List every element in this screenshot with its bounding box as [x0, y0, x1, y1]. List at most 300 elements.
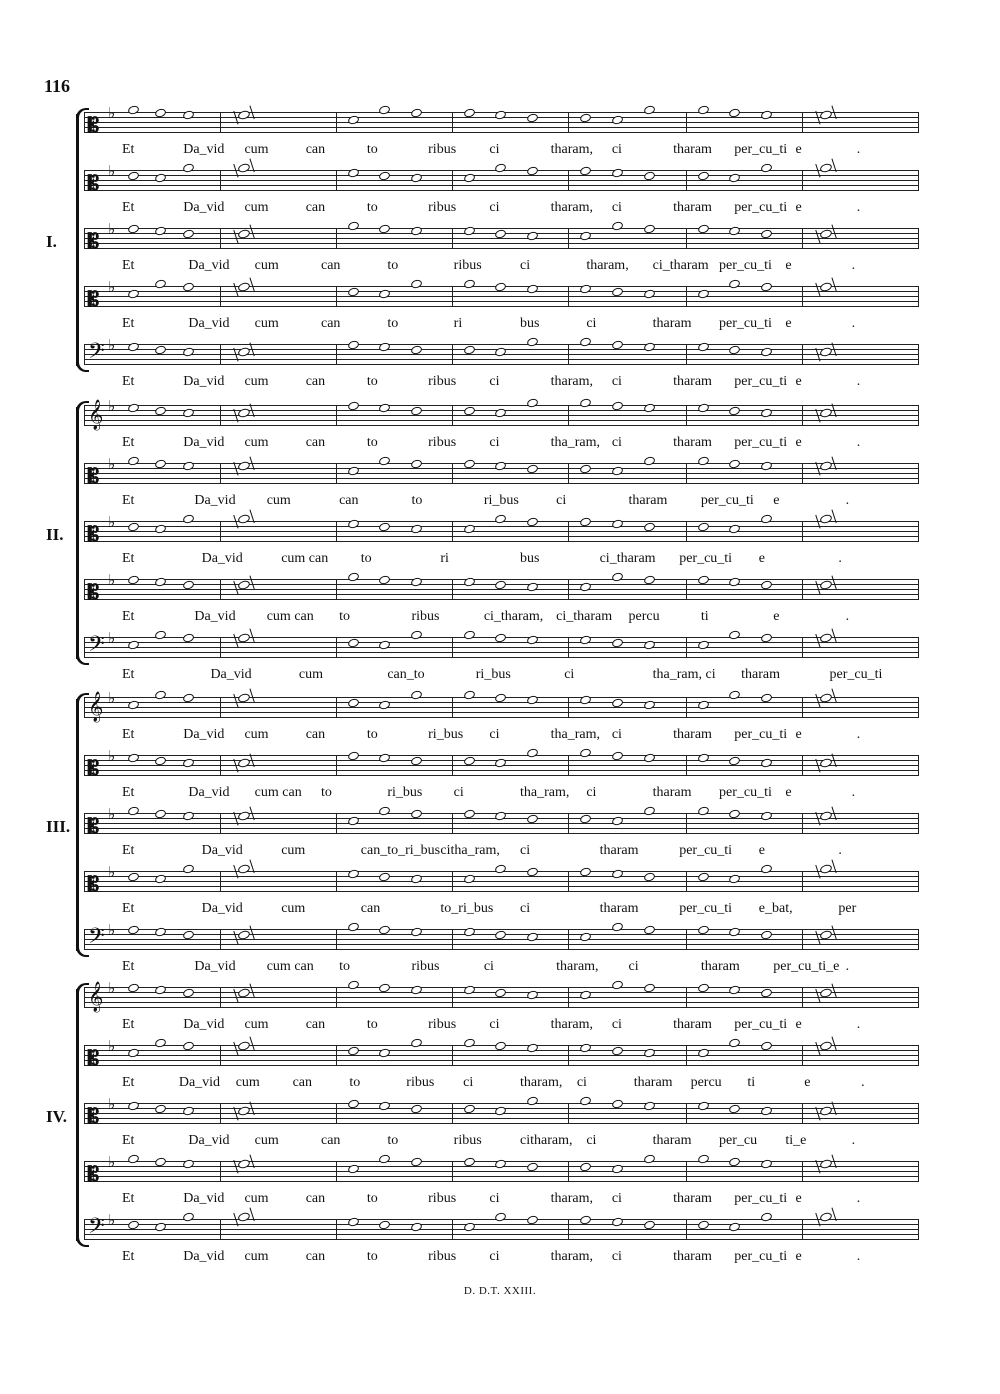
lyric-syllable: per	[838, 901, 857, 916]
staff-line	[84, 1239, 918, 1240]
lyric-syllable: cum	[254, 316, 279, 331]
choir-label: III.	[46, 817, 71, 836]
lyric-syllable: e	[785, 785, 792, 800]
lyric-syllable: ribus	[453, 258, 482, 273]
whole-note-icon	[697, 805, 710, 816]
barline	[686, 228, 687, 249]
whole-note-icon	[526, 336, 539, 347]
staff-line	[84, 828, 918, 829]
lyric-syllable: tharam	[652, 785, 692, 800]
lyric-syllable: Da_vid	[183, 1249, 225, 1264]
staff-line	[84, 1065, 918, 1066]
lyric-syllable: Et	[122, 435, 135, 450]
lyric-syllable: Da_vid	[183, 374, 225, 389]
lyric-syllable: ci	[611, 727, 622, 742]
lyric-syllable: tharam	[673, 1017, 712, 1032]
barline	[336, 170, 337, 191]
barline	[84, 987, 85, 1008]
lyric-row	[84, 200, 918, 216]
staff-line	[84, 248, 918, 249]
barline	[452, 344, 453, 365]
lyric-syllable: tharam,	[550, 200, 593, 215]
lyric-row	[84, 435, 918, 451]
barline	[802, 521, 803, 542]
lyric-syllable: per_cu_ti	[734, 435, 788, 450]
barline	[686, 871, 687, 892]
whole-note-icon	[494, 162, 507, 173]
staff-line	[84, 833, 918, 834]
lyric-syllable: per_cu_ti	[679, 901, 733, 916]
lyric-syllable: ci	[489, 435, 500, 450]
lyric-syllable: to	[387, 258, 399, 273]
staff-line	[84, 359, 918, 360]
lyric-syllable: ti	[747, 1075, 756, 1090]
barline	[686, 755, 687, 776]
staff-line	[84, 238, 918, 239]
lyric-syllable: tharam	[652, 1133, 692, 1148]
lyric-syllable: ci	[586, 785, 597, 800]
barline	[452, 579, 453, 600]
lyric-syllable: ci	[611, 435, 622, 450]
barline	[220, 1161, 221, 1182]
barline	[336, 871, 337, 892]
flat-key-signature-icon: ♭	[108, 1095, 116, 1113]
lyric-syllable: ribus	[428, 200, 457, 215]
barline	[336, 463, 337, 484]
lyric-syllable: .	[851, 316, 856, 331]
lyric-syllable: Et	[122, 258, 135, 273]
lyric-syllable: per_cu_ti	[734, 1017, 788, 1032]
barline	[336, 929, 337, 950]
barline	[84, 755, 85, 776]
lyric-syllable: can	[305, 1191, 326, 1206]
lyric-syllable: can	[305, 1249, 326, 1264]
lyric-syllable: ci_tharam,	[483, 609, 544, 624]
lyric-syllable: ri	[440, 551, 449, 566]
lyric-syllable: per_cu	[719, 1133, 758, 1148]
whole-note-icon	[182, 162, 195, 173]
whole-note-icon	[760, 162, 773, 173]
whole-note-icon	[728, 1037, 741, 1048]
lyric-syllable: tharam	[599, 843, 639, 858]
lyric-syllable: ci	[483, 959, 494, 974]
breve-note-icon	[819, 513, 833, 524]
lyric-syllable: ribus	[428, 142, 457, 157]
lyric-row	[84, 493, 918, 509]
lyric-syllable: cum	[244, 1017, 269, 1032]
barline	[220, 813, 221, 834]
flat-key-signature-icon: ♭	[108, 1037, 116, 1055]
c-clef-icon: 𝄡	[88, 171, 100, 195]
barline	[918, 1103, 919, 1124]
staff	[84, 921, 918, 954]
staff-line	[84, 1123, 918, 1124]
whole-note-icon	[728, 629, 741, 640]
choir-label: I.	[46, 232, 57, 251]
barline	[84, 1045, 85, 1066]
staff-line	[84, 526, 918, 527]
lyric-syllable: bus	[520, 551, 540, 566]
lyric-syllable: to	[366, 1191, 378, 1206]
lyric-syllable: .	[856, 1191, 861, 1206]
lyric-syllable: cum	[235, 1075, 260, 1090]
breve-note-icon	[819, 162, 833, 173]
barline	[84, 813, 85, 834]
flat-key-signature-icon: ♭	[108, 863, 116, 881]
barline	[918, 1219, 919, 1240]
whole-note-icon	[182, 1211, 195, 1222]
lyric-syllable: tharam	[628, 493, 668, 508]
lyric-syllable: .	[856, 435, 861, 450]
lyric-syllable: e	[795, 435, 802, 450]
lyric-syllable: .	[838, 843, 842, 858]
lyric-syllable: e	[795, 1191, 802, 1206]
lyric-row	[84, 901, 918, 917]
barline	[84, 929, 85, 950]
lyric-syllable: .	[861, 1075, 865, 1090]
lyric-syllable: can_to_ri_bus	[360, 843, 441, 858]
lyric-syllable: .	[845, 959, 850, 974]
staff	[84, 979, 918, 1012]
barline	[336, 987, 337, 1008]
lyric-syllable: to	[339, 959, 350, 974]
flat-key-signature-icon: ♭	[108, 689, 116, 707]
lyric-syllable: to	[387, 316, 399, 331]
lyric-syllable: e_bat,	[758, 901, 793, 916]
whole-note-icon	[410, 278, 423, 289]
lyric-syllable: Da_vid	[194, 959, 236, 974]
lyric-syllable: ribus	[428, 374, 457, 389]
lyric-syllable: tharam,	[586, 258, 629, 273]
breve-note-icon	[819, 1211, 833, 1222]
lyric-syllable: Et	[122, 785, 135, 800]
barline	[220, 228, 221, 249]
lyric-syllable: ci	[611, 1249, 622, 1264]
lyric-syllable: cum can	[266, 959, 314, 974]
c-clef-icon: 𝄡	[88, 229, 100, 253]
barline	[452, 1045, 453, 1066]
barline	[568, 1219, 569, 1240]
lyric-row	[84, 667, 918, 683]
lyric-syllable: ci	[489, 200, 500, 215]
barline	[336, 1219, 337, 1240]
barline	[918, 463, 919, 484]
lyric-syllable: ri_bus	[387, 785, 423, 800]
lyric-row	[84, 551, 918, 567]
lyric-syllable: Da_vid	[183, 200, 225, 215]
staff-line	[84, 939, 918, 940]
whole-note-icon	[347, 921, 360, 932]
barline	[918, 929, 919, 950]
whole-note-icon	[410, 1037, 423, 1048]
lyric-row	[84, 374, 918, 390]
barline	[452, 463, 453, 484]
lyric-syllable: per_cu_ti	[734, 1249, 788, 1264]
lyric-syllable: per_cu_ti	[679, 843, 733, 858]
barline	[918, 637, 919, 658]
lyric-syllable: ci	[564, 667, 575, 682]
lyric-syllable: tharam,	[550, 374, 593, 389]
lyric-row	[84, 142, 918, 158]
barline	[84, 697, 85, 718]
staff-line	[84, 997, 918, 998]
lyric-syllable: cum	[254, 258, 279, 273]
lyric-syllable: tharam,	[550, 1249, 593, 1264]
staff-line	[84, 180, 918, 181]
barline	[84, 405, 85, 426]
barline	[918, 1161, 919, 1182]
flat-key-signature-icon: ♭	[108, 513, 116, 531]
barline	[220, 170, 221, 191]
staff-line	[84, 291, 918, 292]
barline	[802, 228, 803, 249]
staff-line	[84, 652, 918, 653]
staff-line	[84, 127, 918, 128]
g-clef-icon: 𝄞	[88, 692, 104, 722]
whole-note-icon	[494, 1211, 507, 1222]
whole-note-icon	[579, 397, 592, 408]
barline	[802, 344, 803, 365]
staff-line	[84, 1060, 918, 1061]
c-clef-icon: 𝄡	[88, 756, 100, 780]
lyric-syllable: can	[321, 316, 341, 331]
flat-key-signature-icon: ♭	[108, 921, 116, 939]
lyric-syllable: Et	[122, 1249, 135, 1264]
barline	[568, 286, 569, 307]
whole-note-icon	[611, 220, 624, 231]
lyric-syllable: Et	[122, 1191, 135, 1206]
barline	[220, 521, 221, 542]
whole-note-icon	[579, 747, 592, 758]
whole-note-icon	[347, 220, 360, 231]
barline	[686, 112, 687, 133]
lyric-syllable: e	[795, 727, 802, 742]
lyric-syllable: per_cu_ti	[734, 200, 788, 215]
barline	[918, 755, 919, 776]
whole-note-icon	[463, 1037, 476, 1048]
whole-note-icon	[579, 1095, 592, 1106]
lyric-syllable: per_cu_ti	[734, 142, 788, 157]
c-clef-icon: 𝄡	[88, 814, 100, 838]
c-clef-icon: 𝄡	[88, 1104, 100, 1128]
lyric-syllable: tha_ram, ci	[652, 667, 716, 682]
lyric-syllable: ti_e	[785, 1133, 807, 1148]
lyric-syllable: tharam	[741, 667, 780, 682]
barline	[802, 1045, 803, 1066]
flat-key-signature-icon: ♭	[108, 455, 116, 473]
barline	[84, 344, 85, 365]
lyric-row	[84, 1191, 918, 1207]
lyric-syllable: per_cu_ti	[719, 316, 772, 331]
lyric-row	[84, 785, 918, 801]
lyric-syllable: Et	[122, 1017, 135, 1032]
lyric-syllable: tharam	[673, 200, 712, 215]
whole-note-icon	[127, 455, 140, 466]
lyric-syllable: ci	[463, 1075, 474, 1090]
lyric-syllable: ribus	[406, 1075, 435, 1090]
lyric-row	[84, 727, 918, 743]
lyric-syllable: Da_vid	[201, 843, 243, 858]
whole-note-icon	[410, 629, 423, 640]
lyric-syllable: cum	[244, 727, 269, 742]
flat-key-signature-icon: ♭	[108, 1153, 116, 1171]
staff-line	[84, 405, 918, 406]
staff-line	[84, 344, 918, 345]
barline	[84, 1103, 85, 1124]
barline	[84, 521, 85, 542]
lyric-syllable: ci	[611, 1191, 622, 1206]
lyric-syllable: tha_ram,	[520, 785, 570, 800]
lyric-syllable: Da_vid	[194, 609, 236, 624]
lyric-syllable: per_cu_ti	[679, 551, 733, 566]
staff-line	[84, 536, 918, 537]
barline	[452, 1219, 453, 1240]
barline	[568, 463, 569, 484]
barline	[336, 755, 337, 776]
barline	[802, 755, 803, 776]
barline	[568, 1045, 569, 1066]
flat-key-signature-icon: ♭	[108, 397, 116, 415]
barline	[802, 1161, 803, 1182]
staff-line	[84, 190, 918, 191]
barline	[220, 697, 221, 718]
lyric-syllable: Et	[122, 667, 135, 682]
barline	[452, 286, 453, 307]
staff-line	[84, 1002, 918, 1003]
barline	[568, 697, 569, 718]
lyric-syllable: ribus	[428, 435, 457, 450]
lyric-syllable: ci	[611, 374, 622, 389]
lyric-syllable: ri_bus	[475, 667, 511, 682]
barline	[336, 344, 337, 365]
staff-line	[84, 1118, 918, 1119]
barline	[220, 929, 221, 950]
lyric-syllable: tharam,	[550, 1191, 593, 1206]
barline	[452, 637, 453, 658]
lyric-row	[84, 258, 918, 274]
lyric-syllable: can	[292, 1075, 312, 1090]
barline	[84, 463, 85, 484]
lyric-syllable: per_cu_ti_e	[773, 959, 840, 974]
barline	[568, 1161, 569, 1182]
lyric-syllable: e	[795, 1249, 802, 1264]
staff-line	[84, 478, 918, 479]
barline	[918, 405, 919, 426]
lyric-syllable: cum	[244, 200, 269, 215]
lyric-syllable: bus	[520, 316, 540, 331]
whole-note-icon	[347, 979, 360, 990]
barline	[220, 112, 221, 133]
lyric-syllable: ci_tharam	[652, 258, 709, 273]
lyric-syllable: Da_vid	[183, 435, 225, 450]
staff-line	[84, 185, 918, 186]
lyric-syllable: Et	[122, 901, 135, 916]
lyric-syllable: tharam	[599, 901, 639, 916]
lyric-row	[84, 1017, 918, 1033]
lyric-syllable: Et	[122, 1133, 135, 1148]
staff-line	[84, 589, 918, 590]
lyric-syllable: to	[349, 1075, 361, 1090]
lyric-syllable: ci	[611, 200, 622, 215]
lyric-syllable: per_cu_ti	[829, 667, 883, 682]
barline	[84, 1161, 85, 1182]
lyric-syllable: tharam,	[520, 1075, 563, 1090]
lyric-syllable: tharam	[673, 142, 712, 157]
barline	[452, 228, 453, 249]
lyric-syllable: ci	[520, 843, 531, 858]
lyric-row	[84, 1075, 918, 1091]
c-clef-icon: 𝄡	[88, 872, 100, 896]
barline	[336, 697, 337, 718]
breve-note-icon	[237, 513, 251, 524]
lyric-syllable: Da_vid	[178, 1075, 221, 1090]
lyric-syllable: can	[321, 1133, 341, 1148]
staff	[84, 863, 918, 896]
lyric-syllable: ci	[576, 1075, 587, 1090]
lyric-syllable: to	[387, 1133, 399, 1148]
whole-note-icon	[760, 1211, 773, 1222]
staff-line	[84, 306, 918, 307]
barline	[336, 813, 337, 834]
lyric-syllable: ci	[611, 142, 622, 157]
whole-note-icon	[182, 513, 195, 524]
staff-line	[84, 702, 918, 703]
staff-line	[84, 483, 918, 484]
lyric-syllable: can	[305, 374, 326, 389]
whole-note-icon	[579, 336, 592, 347]
staff-line	[84, 891, 918, 892]
lyric-syllable: ribus	[411, 959, 440, 974]
lyric-syllable: Da_vid	[183, 727, 225, 742]
barline	[802, 637, 803, 658]
barline	[802, 170, 803, 191]
staff-line	[84, 1229, 918, 1230]
lyric-syllable: tharam	[700, 959, 740, 974]
staff	[84, 1037, 918, 1070]
lyric-syllable: .	[856, 200, 861, 215]
whole-note-icon	[378, 104, 391, 115]
f-clef-icon: 𝄢	[88, 632, 105, 662]
choir-label: IV.	[46, 1107, 67, 1126]
lyric-syllable: tharam	[673, 1191, 712, 1206]
barline	[336, 405, 337, 426]
lyric-syllable: ci	[489, 727, 500, 742]
whole-note-icon	[611, 921, 624, 932]
lyric-syllable: Da_vid	[183, 142, 225, 157]
staff	[84, 513, 918, 546]
staff-line	[84, 717, 918, 718]
barline	[336, 521, 337, 542]
lyric-syllable: .	[851, 785, 856, 800]
barline	[452, 521, 453, 542]
lyric-syllable: tha_ram,	[550, 727, 600, 742]
lyric-syllable: to	[411, 493, 423, 508]
barline	[686, 405, 687, 426]
whole-note-icon	[463, 629, 476, 640]
barline	[918, 579, 919, 600]
barline	[802, 697, 803, 718]
lyric-syllable: tharam,	[550, 142, 593, 157]
barline	[452, 755, 453, 776]
barline	[220, 1219, 221, 1240]
staff-line	[84, 122, 918, 123]
barline	[568, 637, 569, 658]
lyric-row	[84, 959, 918, 975]
barline	[686, 1103, 687, 1124]
whole-note-icon	[611, 571, 624, 582]
lyric-syllable: to	[360, 551, 372, 566]
lyric-syllable: percu	[628, 609, 660, 624]
